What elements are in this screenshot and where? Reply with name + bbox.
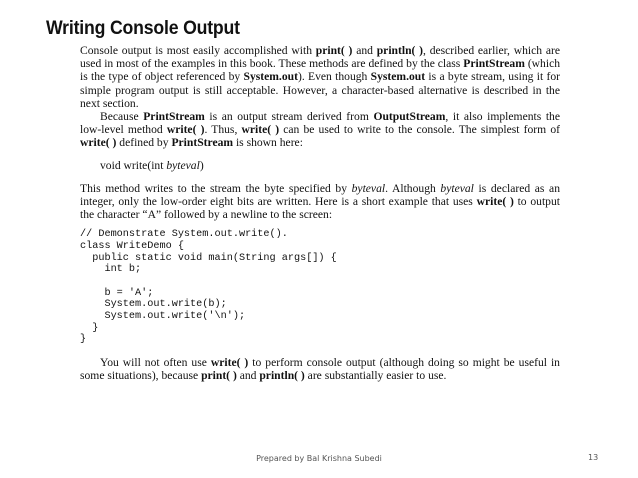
text-run: Because xyxy=(100,110,144,124)
code-line: } xyxy=(80,334,87,346)
signature-param: byteval xyxy=(166,158,200,172)
keyword: write( ) xyxy=(166,123,205,137)
text-run: You will not often use xyxy=(100,356,211,370)
keyword: write( ) xyxy=(476,194,514,208)
signature-prefix: void write(int xyxy=(100,158,167,172)
paragraph-description xyxy=(80,182,560,222)
code-listing xyxy=(80,229,560,346)
text-run: and xyxy=(236,369,260,383)
keyword: write( ) xyxy=(241,123,280,137)
code-line xyxy=(80,276,560,288)
param-name: byteval xyxy=(351,181,386,195)
code-line: public static void main(String args[]) { xyxy=(80,252,337,264)
text-run: to perform console output (although doing so might be useful in some situations), because xyxy=(80,356,560,383)
text-run: is shown here: xyxy=(233,136,303,150)
text-run: is an output stream derived from xyxy=(204,110,374,124)
keyword: PrintStream xyxy=(143,110,205,124)
method-signature xyxy=(100,159,560,172)
keyword: PrintStream xyxy=(463,57,525,71)
text-run: is a byte stream, using it for simple program output is still acceptable. However, a character-based alternative is described in the next section. xyxy=(80,70,561,110)
text-run: , described earlier, which are used in most of the examples in this book. These methods are defined by the class xyxy=(80,44,560,71)
paragraph-printstream xyxy=(80,110,560,150)
text-run: , it also implements the low-level method xyxy=(80,110,560,137)
text-run: are substantially easier to use. xyxy=(304,369,447,383)
keyword: println( ) xyxy=(376,44,424,57)
text-run: . Thus, xyxy=(204,123,242,137)
code-line: int b; xyxy=(80,264,142,276)
paragraph-conclusion xyxy=(80,356,560,382)
keyword: print( ) xyxy=(315,44,353,57)
text-run: defined by xyxy=(116,136,172,150)
text-run: to output the character “A” followed by a newline to the screen: xyxy=(80,194,561,222)
keyword: write( ) xyxy=(80,136,117,150)
keyword: println( ) xyxy=(259,369,305,383)
code-line: // Demonstrate System.out.write(). xyxy=(80,229,288,241)
text-run: . Although xyxy=(385,181,441,195)
code-line: System.out.write(b); xyxy=(80,299,227,311)
keyword: System.out xyxy=(370,70,426,84)
code-line: class WriteDemo { xyxy=(80,240,184,252)
text-run: can be used to write to the console. The simplest form of xyxy=(279,123,560,137)
signature-suffix: ) xyxy=(199,158,204,172)
keyword: OutputStream xyxy=(373,110,446,124)
keyword: print( ) xyxy=(201,369,237,383)
text-run: and xyxy=(352,44,377,57)
slide-title: Writing Console Output xyxy=(46,18,240,39)
code-line: } xyxy=(80,322,99,334)
text-run: is declared as an integer, only the low-order eight bits are written. Here is a short example that uses xyxy=(80,181,560,208)
text-run: (which is the type of object referenced by xyxy=(80,57,561,84)
code-line: System.out.write('\n'); xyxy=(80,311,246,323)
param-name: byteval xyxy=(440,181,474,195)
paragraph-intro xyxy=(80,44,560,110)
text-run: ). Even though xyxy=(297,70,371,84)
text-run: This method writes to the stream the byte specified by xyxy=(80,181,352,195)
keyword: System.out xyxy=(243,70,298,84)
code-line: b = 'A'; xyxy=(80,287,154,299)
keyword: PrintStream xyxy=(171,136,234,150)
text-run: Console output is most easily accomplished with xyxy=(80,44,316,57)
footer-credit: Prepared by Bal Krishna Subedi xyxy=(256,454,382,463)
page-number: 13 xyxy=(588,453,599,462)
slide-content xyxy=(80,44,560,383)
keyword: write( ) xyxy=(210,356,249,370)
